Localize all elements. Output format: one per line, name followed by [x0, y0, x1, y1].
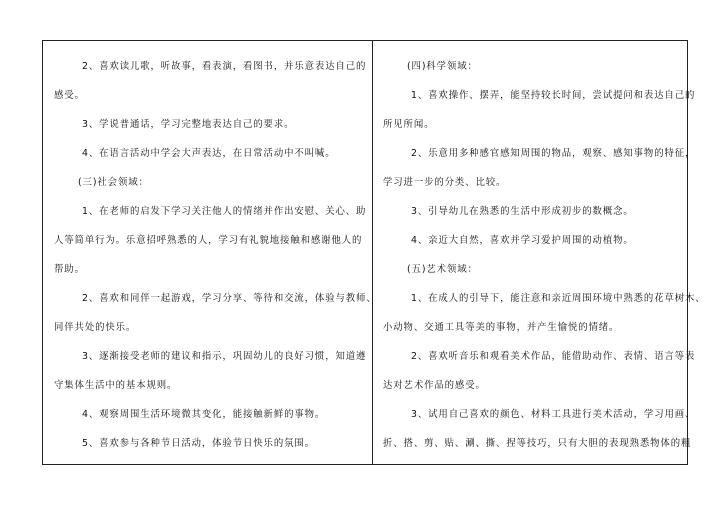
text-line: 5、喜欢参与各种节日活动，体验节日快乐的氛围。	[82, 438, 315, 449]
left-column	[54, 52, 377, 458]
text-line: 折、搭、剪、贴、涮、撕、捏等技巧，只有大胆的表现熟悉物体的粗	[383, 438, 692, 449]
column-divider	[372, 40, 373, 465]
section-heading: (四)科学领域：	[407, 61, 478, 72]
text-line: 2、喜欢听音乐和观看美术作品，能借助动作、表情、语言等表	[411, 351, 696, 362]
text-line: 小动物、交通工具等美的事物，并产生愉悦的情绪。	[383, 322, 620, 333]
section-heading: (三)社会领域：	[78, 177, 149, 188]
text-line: 学习进一步的分类、比较。	[383, 177, 507, 188]
text-line: 3、逐渐接受老师的建议和指示，巩固幼儿的良好习惯，知道遵	[82, 351, 367, 362]
text-line: 3、引导幼儿在熟悉的生活中形成初步的数概念。	[411, 206, 634, 217]
text-line: 所见所闻。	[383, 119, 435, 130]
text-line: 同伴共处的快乐。	[54, 322, 137, 333]
text-line: 4、亲近大自然，喜欢并学习爱护周围的动植物。	[411, 235, 634, 246]
text-line: 3、学说普通话，学习完整地表达自己的要求。	[82, 119, 295, 130]
text-line: 1、在成人的引导下，能注意和亲近周围环境中熟悉的花草树木、	[411, 293, 706, 304]
text-line: 4、在语言活动中学会大声表达，在日常活动中不叫喊。	[82, 148, 336, 159]
text-line: 帮助。	[54, 264, 85, 275]
text-line: 1、喜欢操作、摆弄，能坚持较长时间，尝试提问和表达自己的	[411, 90, 696, 101]
text-line: 人等简单行为。乐意招呼熟悉的人，学习有礼貌地接触和感谢他人的	[54, 235, 363, 246]
text-line: 2、喜欢读儿歌，听故事，看表演，看图书，并乐意表达自己的	[82, 61, 367, 72]
text-line: 守集体生活中的基本规则。	[54, 380, 178, 391]
text-line: 3、试用自己喜欢的颜色、材料工具进行美术活动，学习用画、	[411, 409, 696, 420]
text-line: 达对艺术作品的感受。	[383, 380, 486, 391]
right-column	[383, 52, 706, 458]
text-line: 2、喜欢和同伴一起游戏，学习分享、等待和交流，体验与教师、	[82, 293, 377, 304]
text-line: 2、乐意用多种感官感知周围的物品，观察、感知事物的特征，	[411, 148, 696, 159]
text-line: 1、在老师的启发下学习关注他人的情绪并作出安慰、关心、助	[82, 206, 367, 217]
text-line: 感受。	[54, 90, 85, 101]
text-line: 4、观察周围生活环境微其变化，能接触新鲜的事物。	[82, 409, 326, 420]
section-heading: (五)艺术领域：	[407, 264, 478, 275]
